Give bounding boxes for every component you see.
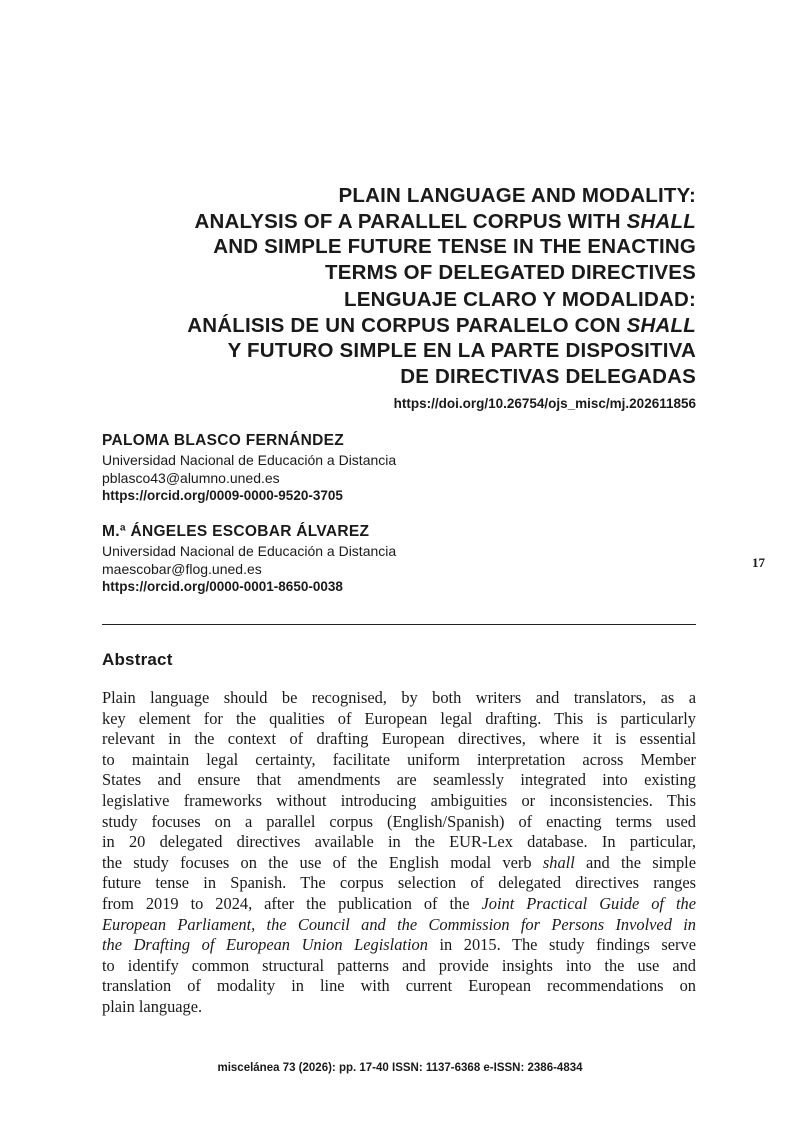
abstract-line: key element for the qualities of European legal drafting. This is particularly <box>102 708 696 728</box>
abstract-line: legislative frameworks without introducing ambiguities or inconsistencies. This <box>102 790 696 810</box>
abstract-emphasis: the Drafting of European Union Legislation <box>102 935 428 955</box>
abstract-heading: Abstract <box>102 650 173 669</box>
title-en-line-3: AND SIMPLE FUTURE TENSE IN THE ENACTING <box>213 235 696 258</box>
title-english <box>102 183 696 285</box>
abstract-line: relevant in the context of drafting European directives, where it is essential <box>102 729 696 749</box>
title-es-line-1: LENGUAJE CLARO Y MODALIDAD: <box>343 288 696 311</box>
section-divider <box>102 624 696 625</box>
journal-footer: miscelánea 73 (2026): pp. 17-40 ISSN: 1137-6368 e-ISSN: 2386-4834 <box>217 1062 583 1074</box>
abstract-line: study focuses on a parallel corpus (English/Spanish) of enacting terms used <box>102 811 696 831</box>
author-email[interactable]: maescobar@flog.uned.es <box>102 561 262 577</box>
title-es-line-4: DE DIRECTIVAS DELEGADAS <box>400 364 696 388</box>
author-name: M.ª ÁNGELES ESCOBAR ÁLVAREZ <box>102 523 370 540</box>
abstract-body <box>102 688 696 1018</box>
abstract-line: the Drafting of European Union Legislation in 2015. The study findings serve <box>102 935 696 955</box>
title-es-line-3: Y FUTURO SIMPLE EN LA PARTE DISPOSITIVA <box>227 339 696 362</box>
page-number: 17 <box>752 555 765 570</box>
title-spanish <box>102 287 696 389</box>
author-block-1 <box>102 431 696 505</box>
abstract-line <box>102 915 696 936</box>
abstract-emphasis: Joint Practical Guide of the <box>481 893 696 913</box>
abstract-line: Plain language should be recognised, by both writers and translators, as a <box>102 688 696 707</box>
title-es-emphasis: SHALL <box>626 313 696 337</box>
abstract-emphasis: shall <box>542 852 575 872</box>
abstract-emphasis: European Parliament, the Council and the Commission for Persons Involved in <box>102 914 696 934</box>
abstract-line: in 20 delegated directives available in the EUR-Lex database. In particular, <box>102 832 696 852</box>
abstract-line: plain language. <box>102 996 203 1016</box>
title-en-line-2: ANALYSIS OF A PARALLEL CORPUS WITH SHALL <box>194 209 696 233</box>
author-affiliation: Universidad Nacional de Educación a Distancia <box>102 543 397 559</box>
abstract-line: the study focuses on the use of the English modal verb shall and the simple <box>102 852 696 872</box>
author-name: PALOMA BLASCO FERNÁNDEZ <box>102 432 344 449</box>
abstract-line: from 2019 to 2024, after the publication of the Joint Practical Guide of the <box>102 893 696 913</box>
author-orcid[interactable]: https://orcid.org/0009-0000-9520-3705 <box>102 488 343 503</box>
abstract-line: to maintain legal certainty, facilitate uniform interpretation across Member <box>102 749 696 769</box>
abstract-line: to identify common structural patterns and provide insights into the use and <box>102 955 696 975</box>
abstract-line: translation of modality in line with current European recommendations on <box>102 976 696 996</box>
author-orcid[interactable]: https://orcid.org/0000-0001-8650-0038 <box>102 579 343 594</box>
title-es-line-2: ANÁLISIS DE UN CORPUS PARALELO CON SHALL <box>187 313 696 337</box>
abstract-line: States and ensure that amendments are seamlessly integrated into existing <box>102 770 696 790</box>
author-block-2 <box>102 522 696 596</box>
author-affiliation: Universidad Nacional de Educación a Distancia <box>102 452 397 468</box>
title-en-emphasis: SHALL <box>626 209 696 233</box>
author-email[interactable]: pblasco43@alumno.uned.es <box>102 470 280 486</box>
article-title <box>102 183 696 389</box>
doi-link[interactable]: https://doi.org/10.26754/ojs_misc/mj.202611856 <box>393 396 696 411</box>
title-en-line-4: TERMS OF DELEGATED DIRECTIVES <box>324 260 696 284</box>
abstract-line: future tense in Spanish. The corpus selection of delegated directives ranges <box>102 873 696 893</box>
title-en-line-1: PLAIN LANGUAGE AND MODALITY: <box>338 184 696 207</box>
